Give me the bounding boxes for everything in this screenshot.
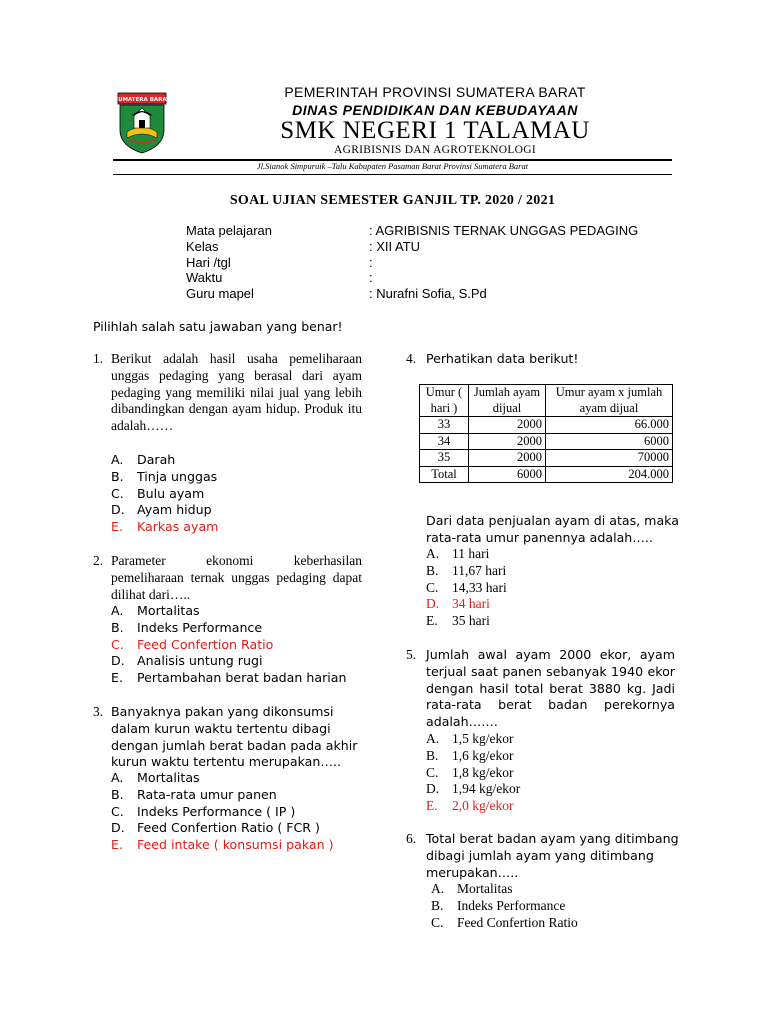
option-list (111, 770, 334, 854)
meta-value: : (369, 255, 373, 270)
question-stem: Jumlah awal ayam 2000 ekor, ayam terjual saat panen sebanyak 1940 ekor dengan hasil total berat 3880 kg. Jadi rata-rata berat badan perekornya adalah……. (426, 647, 675, 730)
meta-label: Waktu (186, 270, 223, 285)
header-address: Jl.Sianok Simpuruik –Talu Kabupaten Pasaman Barat Provinsi Sumatera Barat (256, 161, 529, 171)
meta-label: Hari /tgl (186, 255, 231, 270)
table-cell: Total (420, 466, 469, 483)
option[interactable]: A. 11 hari (426, 546, 490, 561)
option[interactable]: E. Pertambahan berat badan harian (111, 670, 347, 686)
header-government: PEMERINTAH PROVINSI SUMATERA BARAT (284, 84, 586, 100)
province-logo (114, 92, 170, 154)
table-cell: 70000 (546, 450, 673, 467)
option[interactable]: E. 35 hari (426, 613, 490, 629)
table-total-row (420, 466, 673, 483)
svg-text:SUMATERA BARAT: SUMATERA BARAT (114, 97, 170, 103)
option-list (111, 603, 346, 687)
option[interactable]: B. 1,6 kg/ekor (426, 747, 514, 763)
stem-line: Banyaknya pakan yang dikonsumsi (111, 704, 334, 719)
option-list (431, 881, 578, 931)
table-cell: 66.000 (546, 417, 673, 434)
question-stem: Perhatikan data berikut! (426, 351, 579, 366)
question-number: 1. (93, 351, 104, 366)
option[interactable]: A. Mortalitas (111, 603, 200, 618)
option[interactable]: B. Indeks Performance (111, 619, 263, 635)
table-cell: 34 (420, 433, 469, 450)
sales-data-table (419, 384, 673, 483)
option-correct-answer[interactable]: E. Karkas ayam (111, 519, 219, 535)
stem-line: rata-rata umur panennya adalah….. (426, 529, 653, 545)
table-cell: 2000 (469, 417, 546, 434)
question-stem (426, 831, 679, 881)
option-correct-answer[interactable]: E. Feed intake ( konsumsi pakan ) (111, 837, 334, 853)
stem-line: Total berat badan ayam yang ditimbang (426, 831, 679, 846)
option[interactable]: A. 1,5 kg/ekor (426, 731, 514, 746)
table-row (420, 450, 673, 467)
header-school-name: SMK NEGERI 1 TALAMAU (280, 117, 590, 144)
table-row (420, 433, 673, 450)
option-list (111, 452, 218, 536)
table-cell: 33 (420, 417, 469, 434)
option[interactable]: C. Feed Confertion Ratio (431, 914, 578, 930)
meta-value: : XII ATU (369, 239, 421, 254)
option[interactable]: D. 1,94 kg/ekor (426, 781, 521, 797)
stem-line: dalam kurun waktu tertentu dibagi (111, 720, 331, 736)
question-number: 6. (406, 831, 417, 846)
table-cell: 35 (420, 450, 469, 467)
exam-title: SOAL UJIAN SEMESTER GANJIL TP. 2020 / 2021 (229, 193, 556, 208)
table-cell: 6000 (469, 466, 546, 483)
meta-value: : Nurafni Sofia, S.Pd (369, 286, 487, 301)
option-correct-answer[interactable]: E. 2,0 kg/ekor (426, 798, 514, 814)
table-cell: 204.000 (546, 466, 673, 483)
option[interactable]: D. Ayam hidup (111, 502, 212, 518)
meta-label: Kelas (186, 239, 219, 254)
meta-value: : AGRIBISNIS TERNAK UNGGAS PEDAGING (369, 223, 639, 238)
stem-line: kurun waktu tertentu merupakan….. (111, 754, 341, 770)
option[interactable]: A. Darah (111, 452, 176, 467)
header-department: AGRIBISNIS DAN AGROTEKNOLOGI (334, 144, 536, 156)
option-list (426, 546, 507, 630)
question-followup (426, 513, 679, 547)
option-correct-answer[interactable]: C. Feed Confertion Ratio (111, 636, 274, 652)
question-number: 3. (93, 704, 104, 719)
instruction: Pilihlah salah satu jawaban yang benar! (93, 319, 343, 334)
option[interactable]: C. 1,8 kg/ekor (426, 764, 514, 780)
option[interactable]: D. Analisis untung rugi (111, 653, 263, 669)
option[interactable]: C. 14,33 hari (426, 579, 507, 595)
meta-value: : (369, 270, 373, 285)
option[interactable]: B. Indeks Performance (431, 897, 566, 913)
option[interactable]: A. Mortalitas (431, 881, 513, 896)
option[interactable]: C. Bulu ayam (111, 485, 205, 501)
table-header: Umur ayam x jumlah ayam dijual (546, 385, 673, 417)
question-number: 5. (406, 647, 417, 662)
question-stem: Parameter ekonomi keberhasilan pemeliharaan ternak unggas pedaging dapat dilihat dari….. (111, 553, 362, 602)
option[interactable]: B. 11,67 hari (426, 562, 507, 578)
stem-line: dibagi jumlah ayam yang ditimbang (426, 847, 654, 863)
question-number: 2. (93, 553, 104, 568)
meta-label: Guru mapel (186, 286, 254, 301)
header-rule-bottom (113, 174, 672, 175)
table-cell: 2000 (469, 433, 546, 450)
table-header-row (420, 385, 673, 417)
question-number: 4. (406, 351, 417, 366)
table-header: Jumlah ayam dijual (469, 385, 546, 417)
option[interactable]: A. Mortalitas (111, 770, 200, 785)
option[interactable]: D. Feed Confertion Ratio ( FCR ) (111, 820, 320, 836)
option[interactable]: C. Indeks Performance ( IP ) (111, 803, 296, 819)
option-correct-answer[interactable]: D. 34 hari (426, 596, 490, 612)
table-cell: 6000 (546, 433, 673, 450)
question-stem (111, 704, 357, 771)
stem-line: Dari data penjualan ayam di atas, maka (426, 513, 679, 528)
stem-line: dengan jumlah berat badan pada akhir (111, 737, 358, 753)
option-list (426, 731, 520, 815)
option[interactable]: B. Tinja unggas (111, 468, 218, 484)
table-row (420, 417, 673, 434)
option[interactable]: B. Rata-rata umur panen (111, 786, 277, 802)
table-cell: 2000 (469, 450, 546, 467)
stem-line: merupakan….. (426, 864, 519, 880)
question-stem: Berikut adalah hasil usaha pemeliharaan unggas pedaging yang berasal dari ayam pedaging yang memiliki nilai jual yang lebih dibandingkan dengan ayam hidup. Produk itu adalah…… (111, 351, 362, 434)
table-header: Umur ( hari ) (420, 385, 469, 417)
header-agency: DINAS PENDIDIKAN DAN KEBUDAYAAN (292, 102, 578, 118)
meta-label: Mata pelajaran (186, 223, 272, 238)
